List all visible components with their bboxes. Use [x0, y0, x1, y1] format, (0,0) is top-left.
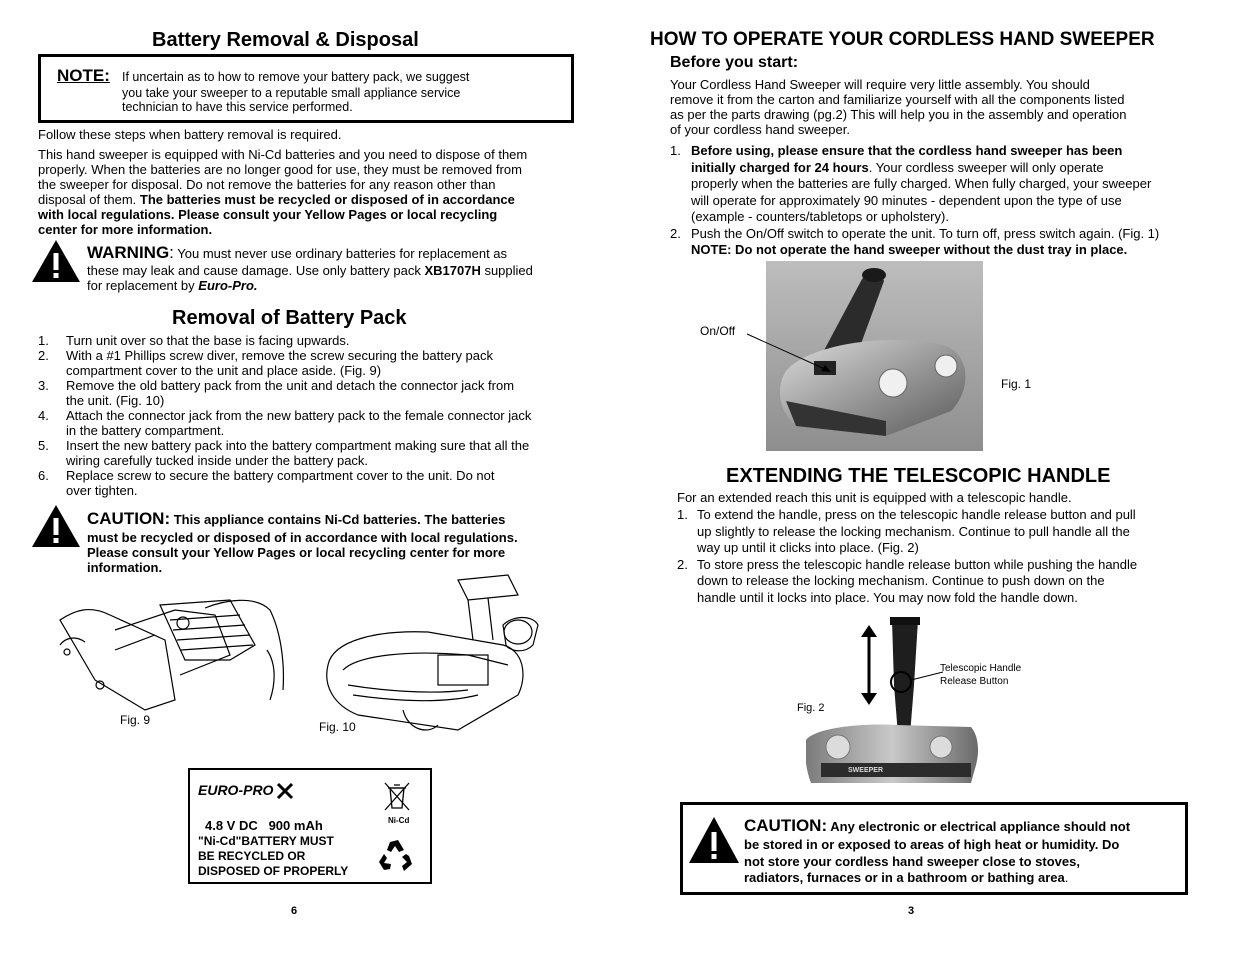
before-you-start-title: Before you start: [670, 54, 799, 71]
warning-triangle-icon [30, 238, 82, 284]
left-page-number: 6 [291, 905, 298, 917]
caution-block-left [87, 509, 577, 575]
extending-intro: For an extended reach this unit is equipped with a telescopic handle. [677, 490, 1072, 505]
step-line: To extend the handle, press on the telescopic handle release button and pull [697, 507, 1136, 522]
step-line: will operate for approximately 90 minutes - dependent upon the type of use [691, 192, 1122, 208]
caution-text: Any electronic or electrical appliance should not [827, 819, 1131, 834]
step-line: Before using, please ensure that the cordless hand sweeper has been [691, 143, 1123, 158]
step-number: 1. [670, 143, 681, 158]
caution-period: . [1064, 870, 1069, 885]
step-line: properly when the batteries are fully charged. When fully charged, your sweeper [691, 176, 1152, 191]
battery-label-line-2: BE RECYCLED OR [198, 849, 306, 863]
caution-line: be stored in or exposed to areas of high heat or humidity. Do [744, 837, 1120, 852]
caution-text: This appliance contains Ni-Cd batteries. The batteries [170, 512, 506, 527]
warning-triangle-icon [30, 503, 82, 549]
step-line: handle until it locks into place. You may now fold the handle down. [697, 589, 1078, 605]
step-line: Attach the connector jack from the new battery pack to the female connector jack [66, 408, 532, 423]
warning-colon: : [169, 243, 174, 262]
step-number: 5. [38, 438, 49, 453]
follow-steps-text: Follow these steps when battery removal is required. [38, 127, 342, 142]
right-page-title: HOW TO OPERATE YOUR CORDLESS HAND SWEEPER [650, 29, 1155, 50]
step-item [38, 438, 583, 468]
para-text: disposal of them. [38, 192, 140, 207]
step-line: over tighten. [66, 483, 138, 498]
warning-line-1 [87, 244, 577, 263]
note-line-3: technician to have this service performed. [122, 100, 353, 114]
fig-2-caption: Fig. 2 [797, 702, 825, 714]
step-line: the unit. (Fig. 10) [66, 393, 165, 408]
step-item [38, 348, 583, 378]
step-item [38, 468, 583, 498]
para-line: as per the parts drawing (pg.2) This will help you in the assembly and operation [670, 107, 1127, 122]
para-line: Your Cordless Hand Sweeper will require very little assembly. You should [670, 77, 1090, 92]
operation-steps [670, 143, 1215, 259]
battery-label [188, 768, 432, 884]
caution-line [744, 870, 1184, 887]
warning-text: You must never use ordinary batteries for replacement as [173, 246, 508, 261]
battery-label-line-1: "Ni-Cd"BATTERY MUST [198, 834, 334, 848]
step-line: Remove the old battery pack from the unit and detach the connector jack from [66, 378, 515, 393]
step-line: in the battery compartment. [66, 423, 225, 438]
fig-9-caption: Fig. 9 [120, 713, 151, 727]
ni-cd-paragraph [38, 147, 578, 237]
step-number: 2. [670, 225, 681, 241]
removal-title: Removal of Battery Pack [172, 307, 407, 329]
step-line: way up until it clicks into place. (Fig. 2) [697, 540, 919, 555]
fig-10-caption: Fig. 10 [319, 720, 356, 734]
caution-line-1 [87, 509, 577, 530]
para-line: remove it from the carton and familiarize yourself with all the components listed [670, 92, 1125, 107]
step-line: Insert the new battery pack into the battery compartment making sure that all the [66, 438, 530, 453]
battery-label-spec: 4.8 V DC 900 mAh [205, 818, 323, 833]
step-line: Replace screw to secure the battery compartment cover to the unit. Do not [66, 468, 495, 483]
note-box [38, 54, 574, 123]
onoff-pointer-arrow [745, 330, 835, 380]
warning-text: supplied [480, 263, 533, 278]
step-item [38, 333, 583, 348]
sweeper-brand-text: SWEEPER [848, 767, 884, 774]
warning-block [87, 244, 577, 293]
step-number: 1. [38, 333, 49, 348]
note-line-1: If uncertain as to how to remove your battery pack, we suggest [122, 70, 470, 84]
para-line: with local regulations. Please consult your Yellow Pages or local recycling [38, 207, 498, 222]
para-line [38, 192, 578, 207]
step-text: . Your cordless sweeper will only operate [868, 159, 1104, 175]
para-line: properly. When the batteries are no longer good for use, they must be removed from [38, 162, 522, 177]
fig-9-illustration [55, 590, 290, 715]
step-line: Push the On/Off switch to operate the unit. To turn off, press switch again. (Fig. 1) [691, 225, 1160, 241]
step-number: 2. [38, 348, 49, 363]
para-line: This hand sweeper is equipped with Ni-Cd batteries and you need to dispose of them [38, 147, 528, 162]
right-page-number: 3 [908, 905, 915, 917]
fig-2-photo [806, 615, 981, 785]
operation-step-2 [670, 226, 1215, 259]
release-button-marker-icon [888, 668, 948, 696]
telescopic-label-line-1: Telescopic Handle [940, 663, 1022, 674]
caution-text: radiators, furnaces or in a bathroom or bathing area [744, 870, 1065, 885]
note-line-2: you take your sweeper to a reputable small appliance service [122, 86, 461, 100]
warning-line-2 [87, 263, 577, 278]
step-item [38, 408, 583, 438]
telescopic-label-line-2: Release Button [940, 676, 1009, 687]
caution-line: Please consult your Yellow Pages or local recycling center for more [87, 545, 506, 560]
para-bold: The batteries must be recycled or disposed of in accordance [139, 192, 515, 207]
para-line: the sweeper for disposal. Do not remove the batteries for any reason other than [38, 177, 496, 192]
caution-label: CAUTION: [87, 509, 171, 528]
left-page-title: Battery Removal & Disposal [152, 29, 419, 51]
extend-steps [677, 507, 1217, 606]
caution-line: not store your cordless hand sweeper close to stoves, [744, 853, 1080, 869]
caution-line: must be recycled or disposed of in accordance with local regulations. [87, 530, 518, 545]
battery-label-brand: EURO-PRO [198, 782, 274, 798]
step-number: 6. [38, 468, 49, 483]
step-line: NOTE: Do not operate the hand sweeper without the dust tray in place. [691, 242, 1128, 257]
step-item [38, 378, 583, 408]
para-line: of your cordless hand sweeper. [670, 122, 850, 137]
step-number: 3. [38, 378, 49, 393]
para-line: center for more information. [38, 222, 213, 237]
step-line: up slightly to release the locking mechanism. Continue to pull handle all the [697, 523, 1130, 539]
brand-name: Euro-Pro. [198, 278, 258, 293]
step-line: With a #1 Phillips screw diver, remove the screw securing the battery pack [66, 348, 494, 363]
step-line: (example - counters/tabletops or upholstery). [691, 209, 949, 224]
step-line [691, 160, 1215, 177]
caution-box-right [680, 802, 1188, 895]
step-bold: initially charged for 24 hours [691, 159, 869, 175]
fig-1-caption: Fig. 1 [1001, 377, 1032, 391]
step-line: wiring carefully tucked inside under the battery pack. [66, 453, 369, 468]
step-line: To store press the telescopic handle release button while pushing the handle [697, 556, 1138, 572]
warning-label: WARNING [87, 243, 170, 262]
step-number: 4. [38, 408, 49, 423]
caution-label: CAUTION: [744, 816, 828, 835]
warning-text: for replacement by [87, 278, 199, 293]
operation-step-1 [670, 143, 1215, 226]
warning-line-3 [87, 278, 577, 293]
onoff-label: On/Off [700, 324, 736, 338]
crossed-bin-icon [382, 780, 412, 812]
up-down-arrow-icon [860, 625, 878, 705]
removal-steps [38, 333, 583, 498]
battery-label-nicd: Ni-Cd [388, 816, 410, 825]
step-item [677, 507, 1217, 557]
note-label: NOTE: [57, 66, 110, 85]
step-line: Turn unit over so that the base is facing upwards. [66, 333, 350, 348]
recycle-icon [376, 836, 416, 876]
warning-triangle-icon [687, 815, 741, 865]
caution-right-text [744, 816, 1184, 887]
step-number: 1. [677, 507, 688, 522]
step-item [677, 557, 1217, 607]
brand-x-icon [276, 782, 294, 800]
before-paragraph [670, 77, 1210, 137]
warning-text: these may leak and cause damage. Use only battery pack [87, 263, 425, 278]
fig-10-illustration [318, 570, 548, 740]
caution-line: information. [87, 560, 163, 575]
battery-model: XB1707H [424, 263, 481, 278]
step-line: compartment cover to the unit and place aside. (Fig. 9) [66, 363, 382, 378]
extending-handle-title: EXTENDING THE TELESCOPIC HANDLE [726, 465, 1111, 487]
step-number: 2. [677, 556, 688, 572]
caution-line-1 [744, 816, 1184, 837]
battery-label-line-3: DISPOSED OF PROPERLY [198, 864, 349, 878]
step-line: down to release the locking mechanism. Continue to push down on the [697, 573, 1105, 588]
